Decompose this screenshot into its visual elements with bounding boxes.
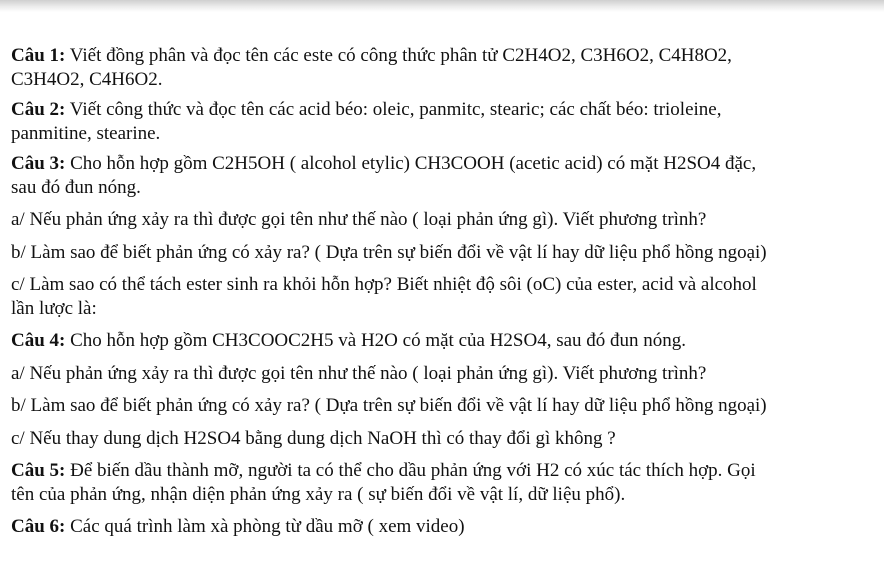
question-4-part-c: c/ Nếu thay dung dịch H2SO4 bằng dung dịch NaOH thì có thay đổi gì không ? (11, 427, 616, 449)
question-1 (11, 44, 877, 91)
question-4 (11, 329, 877, 353)
question-4-label: Câu 4: (11, 330, 66, 351)
question-1-label: Câu 1: (11, 45, 66, 66)
question-2-text: Viết công thức và đọc tên các acid béo: oleic, panmitc, stearic; các chất béo: trioleine, (65, 99, 722, 120)
question-3-text: Cho hỗn hợp gồm C2H5OH ( alcohol etylic) CH3COOH (acetic acid) có mặt H2SO4 đặc, (65, 153, 757, 174)
question-3-part-a: a/ Nếu phản ứng xảy ra thì được gọi tên như thế nào ( loại phản ứng gì). Viết phương trình? (11, 209, 707, 230)
question-4-part-a: a/ Nếu phản ứng xảy ra thì được gọi tên như thế nào ( loại phản ứng gì). Viết phương trình? (11, 362, 707, 384)
question-4-text: Cho hỗn hợp gồm CH3COOC2H5 và H2O có mặt của H2SO4, sau đó đun nóng. (65, 330, 687, 351)
question-3-part-b: b/ Làm sao để biết phản ứng có xảy ra? ( Dựa trên sự biến đổi về vật lí hay dữ liệu phổ hồng ngoại) (11, 241, 767, 263)
question-6-label: Câu 6: (11, 516, 66, 537)
worksheet (11, 44, 877, 539)
question-2-text-cont: panmitine, stearine. (11, 122, 161, 144)
question-3-part-c (11, 273, 877, 320)
question-3-part-c-text: c/ Làm sao có thể tách ester sinh ra khỏi hỗn hợp? Biết nhiệt độ sôi (oC) của ester, acid và alcohol (11, 274, 757, 295)
question-6 (11, 515, 877, 539)
question-1-text-cont: C3H4O2, C4H6O2. (11, 68, 163, 90)
question-3 (11, 152, 877, 199)
question-5-label: Câu 5: (11, 460, 66, 481)
question-3-label: Câu 3: (11, 153, 66, 174)
page-top-edge (0, 0, 884, 12)
question-5 (11, 459, 877, 506)
question-4-part-b: b/ Làm sao để biết phản ứng có xảy ra? ( Dựa trên sự biến đổi về vật lí hay dữ liệu phổ hồng ngoại) (11, 395, 767, 416)
question-6-text: Các quá trình làm xà phòng từ dầu mỡ ( xem video) (65, 516, 465, 537)
question-1-text: Viết đồng phân và đọc tên các este có công thức phân tử C2H4O2, C3H6O2, C4H8O2, (65, 45, 732, 66)
question-2-label: Câu 2: (11, 99, 66, 120)
question-3-text-cont: sau đó đun nóng. (11, 176, 141, 198)
question-5-text-cont: tên của phản ứng, nhận diện phản ứng xảy ra ( sự biến đổi về vật lí, dữ liệu phổ). (11, 483, 626, 505)
question-3-part-c-cont: lần lược là: (11, 297, 97, 319)
question-2 (11, 98, 877, 145)
question-5-text: Để biến dầu thành mỡ, người ta có thể cho dầu phản ứng với H2 có xúc tác thích hợp. Gọi (65, 460, 756, 481)
